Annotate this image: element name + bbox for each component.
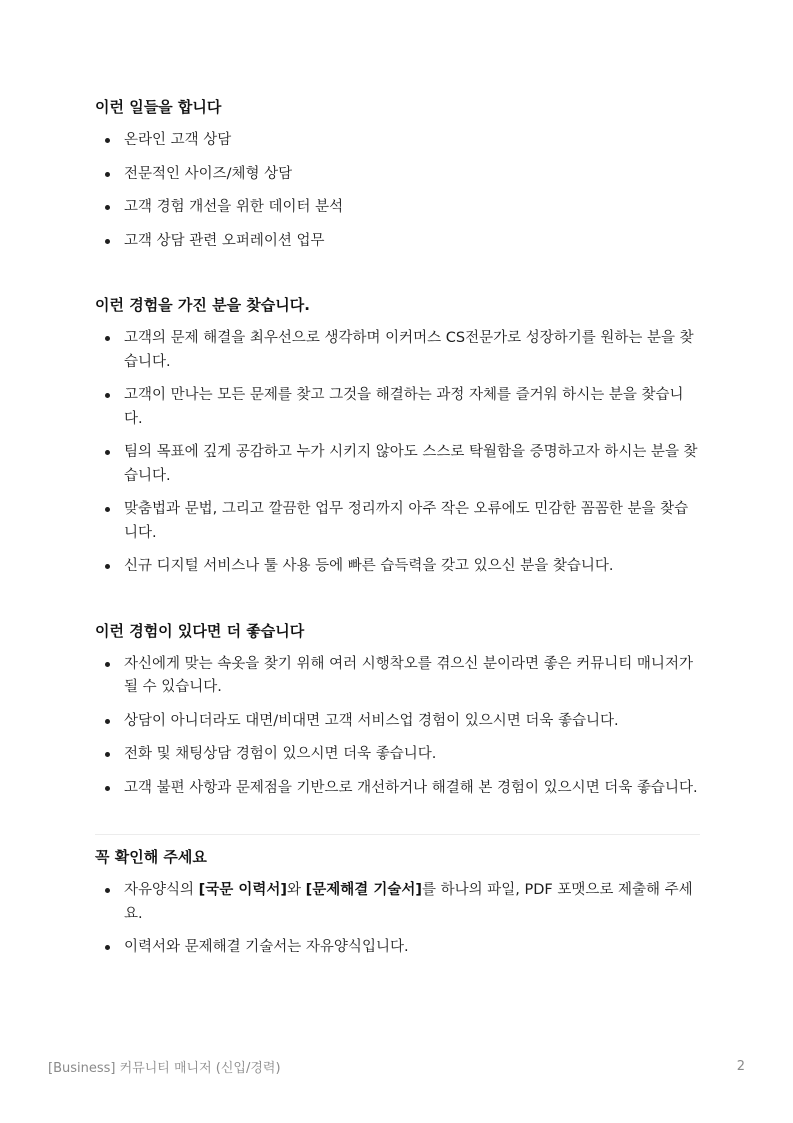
text-segment: 를 하나의 파일, PDF 포맷으로 제출해 주세요.	[124, 882, 693, 922]
text-segment: 자유양식의	[124, 882, 199, 898]
section-preferred	[95, 619, 700, 801]
list-item: 상담이 아니더라도 대면/비대면 고객 서비스업 경험이 있으시면 더욱 좋습니다.	[95, 710, 700, 734]
footer-page-number: 2	[736, 1059, 745, 1074]
bullet-list	[95, 129, 700, 253]
section-confirm	[95, 845, 700, 960]
list-item: 고객 상담 관련 오퍼레이션 업무	[95, 230, 700, 254]
list-item: 맞춤법과 문법, 그리고 깔끔한 업무 정리까지 아주 작은 오류에도 민감한 꼼꼼한 분을 찾습니다.	[95, 498, 700, 545]
bold-text-problem-solving: [문제해결 기술서]	[305, 882, 422, 898]
list-item: 전문적인 사이즈/체형 상담	[95, 163, 700, 187]
footer-document-title: [Business] 커뮤니티 매니저 (신입/경력)	[48, 1061, 281, 1076]
section-requirements	[95, 293, 700, 579]
bullet-list	[95, 327, 700, 579]
list-item: 고객 불편 사항과 문제점을 기반으로 개선하거나 해결해 본 경험이 있으시면 더욱 좋습니다.	[95, 777, 700, 801]
bold-text-resume: [국문 이력서]	[198, 882, 287, 898]
section-title: 꼭 확인해 주세요	[95, 848, 207, 866]
section-responsibilities	[95, 95, 700, 253]
section-title: 이런 일들을 합니다	[95, 98, 222, 116]
document-body	[95, 95, 700, 1000]
list-item: 팀의 목표에 깊게 공감하고 누가 시키지 않아도 스스로 탁월함을 증명하고자 하시는 분을 찾습니다.	[95, 441, 700, 488]
list-item	[95, 879, 700, 926]
bullet-list	[95, 879, 700, 960]
section-title: 이런 경험을 가진 분을 찾습니다.	[95, 296, 310, 314]
list-item: 전화 및 채팅상담 경험이 있으시면 더욱 좋습니다.	[95, 743, 700, 767]
list-item: 자신에게 맞는 속옷을 찾기 위해 여러 시행착오를 겪으신 분이라면 좋은 커뮤니티 매니저가 될 수 있습니다.	[95, 653, 700, 700]
list-item: 신규 디지털 서비스나 툴 사용 등에 빠른 습득력을 갖고 있으신 분을 찾습니다.	[95, 555, 700, 579]
list-item: 이력서와 문제해결 기술서는 자유양식입니다.	[95, 936, 700, 960]
list-item: 고객 경험 개선을 위한 데이터 분석	[95, 196, 700, 220]
list-item: 온라인 고객 상담	[95, 129, 700, 153]
section-title: 이런 경험이 있다면 더 좋습니다	[95, 621, 305, 640]
bullet-list	[95, 653, 700, 801]
list-item: 고객의 문제 해결을 최우선으로 생각하며 이커머스 CS전문가로 성장하기를 원하는 분을 찾습니다.	[95, 327, 700, 374]
text-segment: 와	[287, 882, 306, 898]
section-divider	[95, 834, 700, 835]
list-item: 고객이 만나는 모든 문제를 찾고 그것을 해결하는 과정 자체를 즐거워 하시는 분을 찾습니다.	[95, 384, 700, 431]
